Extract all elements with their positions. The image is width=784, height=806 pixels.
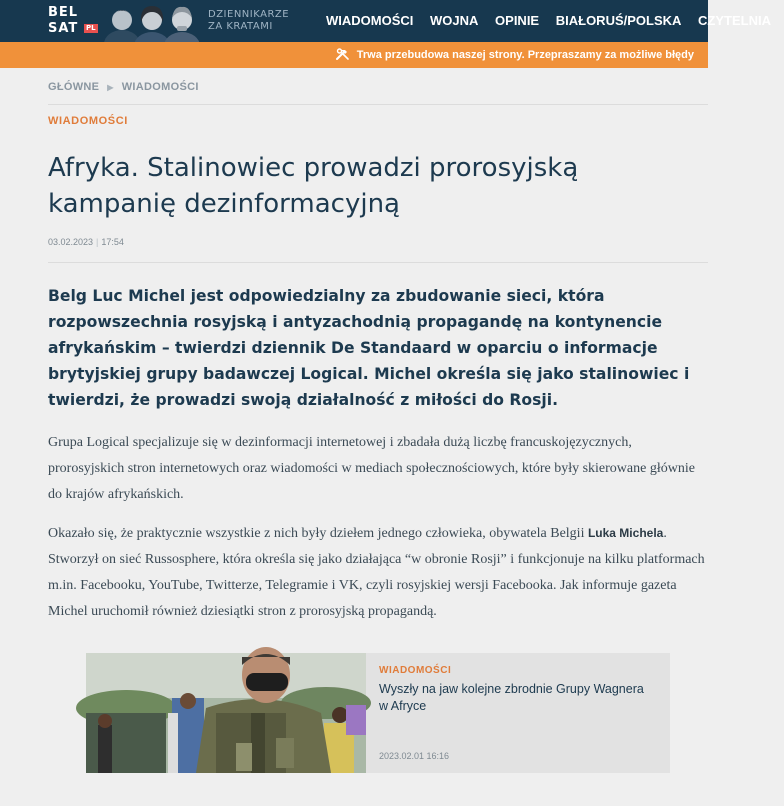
promo-line1: DZIENNIKARZE [208, 9, 290, 20]
logo-line2: SAT [48, 21, 79, 36]
breadcrumb-divider [48, 104, 708, 105]
site-header [0, 0, 771, 42]
article-date: 03.02.2023 [48, 237, 94, 247]
article-meta: 03.02.2023 | 17:54 [48, 237, 124, 247]
article-paragraph-2 [48, 520, 710, 625]
main-nav [326, 13, 784, 28]
breadcrumb-separator-icon: ▶ [107, 82, 114, 92]
article-category[interactable]: WIADOMOŚCI [48, 115, 128, 127]
nav-item-czytelnia[interactable]: CZYTELNIA [698, 13, 771, 28]
breadcrumb [48, 81, 199, 93]
nav-item-wiadomosci[interactable]: WIADOMOŚCI [326, 13, 414, 28]
article-lead: Belg Luc Michel jest odpowiedzialny za zbudowanie sieci, która rozpowszechnia rosyjską i antyzachodnią propagandę na kontynencie afrykańskim – twierdzi dziennik De Standaard w oparciu o informacje brytyjskiej grupy badawczej Logical. Michel określa się jako stalinowiec i twierdzi, że prowadzi swoją działalność z miłości do Rosji. [48, 287, 690, 409]
hammer-wrench-icon [336, 48, 349, 61]
related-article-image[interactable] [86, 653, 366, 773]
promo-journalists-behind-bars[interactable] [208, 9, 289, 33]
promo-line2: ZA KRATAMI [208, 21, 273, 32]
nav-item-bialorus-polska[interactable]: BIAŁORUŚ/POLSKA [555, 13, 682, 28]
article-paragraph-1: Grupa Logical specjalizuje się w dezinformacji internetowej i zbadała dużą liczbę francuskojęzycznych, prorosyjskich stron internetowych oraz wiadomości w mediach społecznościowych, które były skierowane głównie do krajów afrykańskich. [48, 435, 695, 502]
related-article-title[interactable]: Wyszły na jaw kolejne zbrodnie Grupy Wagnera w Afryce [379, 682, 644, 713]
journalists-portraits-image[interactable] [100, 0, 200, 42]
maintenance-notice-bar [0, 42, 708, 68]
notice-text: Trwa przebudowa naszej strony. Przepraszamy za możliwe błędy [356, 48, 694, 61]
nav-item-opinie[interactable]: OPINIE [495, 13, 540, 28]
related-article-date: 2023.02.01 16:16 [379, 751, 450, 761]
related-article-card[interactable] [86, 653, 670, 773]
breadcrumb-home[interactable]: GŁÓWNE [48, 81, 100, 93]
nav-item-wojna[interactable]: WOJNA [430, 13, 479, 28]
breadcrumb-section[interactable]: WIADOMOŚCI [121, 81, 199, 93]
para2-text-before: Okazało się, że praktycznie wszystkie z nich były dziełem jednego człowieka, obywatela Belgii [48, 526, 588, 541]
para2-text-after: . Stworzył on sieć Russosphere, która określa się jako działająca “w obronie Rosji” i funkcjonuje na kilku platformach m.in. Facebooku, YouTube, Twitterze, Telegramie i VK, czyli rosyjskiej wersji Facebooka. Jak informuje gazeta Michel uruchomił również dziesiątki stron z prorosyjską propagandą. [48, 526, 705, 619]
belsat-logo[interactable] [48, 4, 94, 40]
meta-divider [48, 262, 708, 263]
logo-line1: BEL [48, 5, 79, 20]
related-article-category[interactable]: WIADOMOŚCI [379, 665, 452, 676]
logo-pl-badge: PL [86, 24, 96, 32]
person-name-bold: Luka Michela [587, 526, 664, 540]
article-time: 17:54 [101, 237, 124, 247]
article-title: Afryka. Stalinowiec prowadzi prorosyjską kampanię dezinformacyjną [48, 153, 579, 219]
